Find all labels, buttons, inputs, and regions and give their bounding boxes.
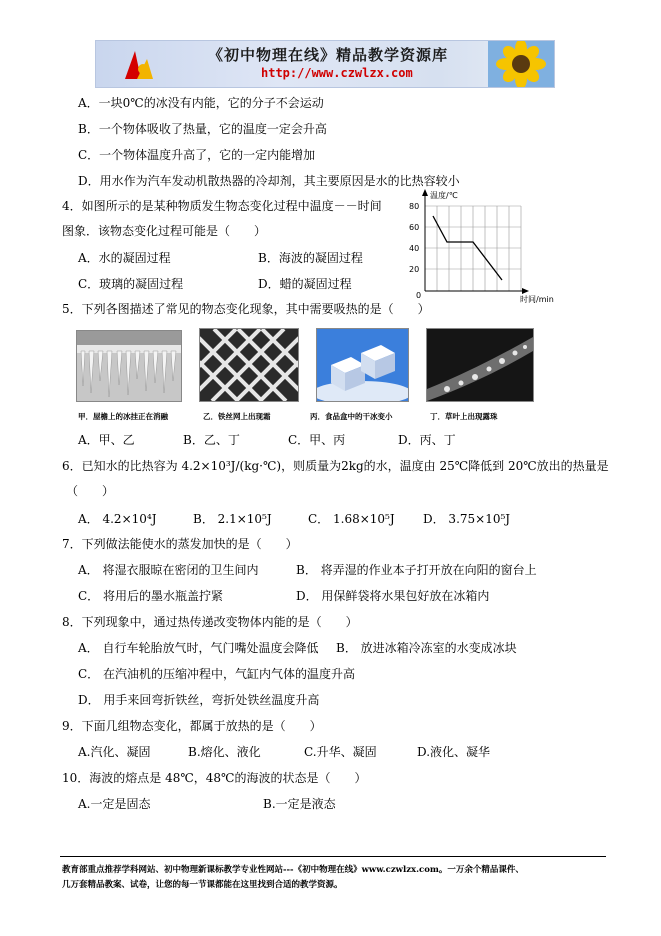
q7-option-d: D． 用保鲜袋将水果包好放在冰箱内 — [296, 589, 490, 603]
footer-divider — [60, 856, 606, 857]
footer-line1: 教育部重点推荐学科网站、初中物理新课标教学专业性网站---《初中物理在线》www.czwlzx.com。一万余个精品课件、 — [62, 865, 524, 875]
q4-option-a: A．水的凝固过程 — [78, 251, 171, 265]
q6-option-c: C． 1.68×10⁵J — [308, 512, 395, 526]
q7-option-b: B． 将弄湿的作业本子打开放在向阳的窗台上 — [296, 563, 537, 577]
q10-stem: 10．海波的熔点是 48℃，48℃的海波的状态是（ ） — [62, 771, 367, 785]
q6-option-b: B． 2.1×10⁵J — [193, 512, 272, 526]
q9-option-a: A.汽化、凝固 — [78, 745, 151, 759]
footer-line2: 几万套精品教案、试卷，让您的每一节课都能在这里找到合适的教学资源。 — [62, 880, 343, 890]
banner-url[interactable]: http://www.czwlzx.com — [261, 66, 413, 80]
y-tick-40: 40 — [409, 244, 420, 253]
q5-stem: 5．下列各图描述了常见的物态变化现象，其中需要吸热的是（ ） — [62, 302, 430, 316]
q8-option-a: A． 自行车轮胎放气时，气门嘴处温度会降低 — [78, 641, 319, 655]
q4-option-d: D．蜡的凝固过程 — [258, 277, 352, 291]
y-axis-arrow-icon — [422, 189, 428, 196]
q9-option-b: B.熔化、液化 — [188, 745, 261, 759]
q7-stem: 7．下列做法能使水的蒸发加快的是（ ） — [62, 537, 298, 551]
q5-caption-bing: 丙．食品盒中的干冰变小 — [310, 412, 393, 421]
q4-stem-line2: 图象．该物态变化过程可能是（ ） — [62, 224, 267, 238]
q3-option-b: B．一个物体吸收了热量，它的温度一定会升高 — [78, 122, 327, 136]
q4-option-b: B．海波的凝固过程 — [258, 251, 363, 265]
q9-option-d: D.液化、凝华 — [417, 745, 491, 759]
q4-option-c: C．玻璃的凝固过程 — [78, 277, 184, 291]
q6-option-d: D． 3.75×10⁵J — [423, 512, 511, 526]
q6-stem: 6．已知水的比热容为 4.2×10³J/(kg·℃)，则质量为2kg的水，温度由 25℃降低到 20℃放出的热量是 — [62, 459, 609, 473]
q3-option-c: C．一个物体温度升高了，它的一定内能增加 — [78, 148, 316, 162]
logo-icon — [121, 45, 161, 83]
q5-caption-ding: 丁．草叶上出现露珠 — [430, 412, 498, 421]
photo-dew-leaf — [426, 328, 534, 402]
q4-stem-line1: 4．如图所示的是某种物质发生物态变化过程中温度－－时间 — [62, 199, 382, 213]
temperature-time-graph — [400, 186, 570, 306]
q5-option-d: D．丙、丁 — [398, 433, 456, 447]
q6-bracket: （ ） — [66, 484, 115, 498]
sunflower-icon — [488, 41, 554, 87]
photo-icicles — [76, 330, 182, 402]
photo-frost-mesh — [199, 328, 299, 402]
q3-option-d: D．用水作为汽车发动机散热器的冷却剂，其主要原因是水的比热容较小 — [78, 174, 460, 188]
q7-option-c: C． 将用后的墨水瓶盖拧紧 — [78, 589, 223, 603]
q6-option-a: A． 4.2×10⁴J — [78, 512, 157, 526]
q10-option-b: B.一定是液态 — [263, 797, 336, 811]
header-banner — [95, 40, 555, 88]
q10-option-a: A.一定是固态 — [78, 797, 151, 811]
graph-xlabel: 时间/min — [520, 295, 554, 304]
q3-option-a: A．一块0℃的冰没有内能，它的分子不会运动 — [78, 96, 324, 110]
q5-option-c: C．甲、丙 — [288, 433, 346, 447]
q5-caption-yi: 乙．铁丝网上出现霜 — [203, 412, 271, 421]
banner-title: 《初中物理在线》精品教学资源库 — [208, 46, 449, 64]
q7-option-a: A． 将湿衣服晾在密闭的卫生间内 — [78, 563, 259, 577]
q8-option-c: C． 在汽油机的压缩冲程中，气缸内气体的温度升高 — [78, 667, 355, 681]
graph-origin: 0 — [416, 291, 422, 300]
y-tick-80: 80 — [409, 202, 420, 211]
y-tick-60: 60 — [409, 223, 420, 232]
x-axis-arrow-icon — [522, 288, 529, 294]
photo-dry-ice — [316, 328, 409, 402]
q9-option-c: C.升华、凝固 — [304, 745, 377, 759]
q8-option-b: B． 放进冰箱冷冻室的水变成冰块 — [336, 641, 517, 655]
q8-option-d: D． 用手来回弯折铁丝，弯折处铁丝温度升高 — [78, 693, 320, 707]
q5-caption-jia: 甲．屋檐上的冰挂正在消融 — [78, 412, 168, 421]
q8-stem: 8．下列现象中，通过热传递改变物体内能的是（ ） — [62, 615, 358, 629]
q5-option-b: B．乙、丁 — [183, 433, 240, 447]
y-tick-20: 20 — [409, 265, 420, 274]
graph-ylabel: 温度/℃ — [430, 191, 458, 200]
q9-stem: 9．下面几组物态变化，都属于放热的是（ ） — [62, 719, 322, 733]
q5-option-a: A．甲、乙 — [78, 433, 135, 447]
